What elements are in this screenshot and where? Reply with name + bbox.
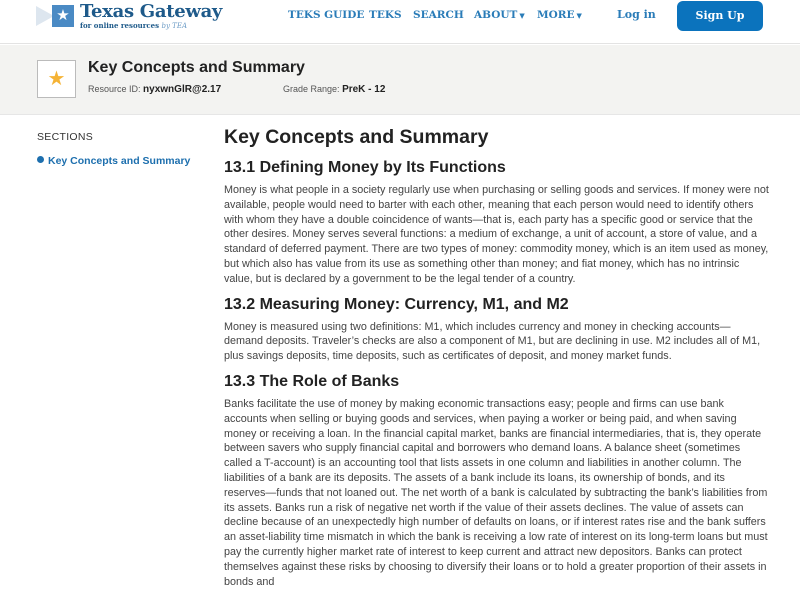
resource-id: Resource ID: nyxwnGlR@2.17	[88, 84, 222, 95]
nav-search[interactable]: SEARCH	[413, 9, 464, 21]
caret-down-icon: ▼	[519, 11, 525, 20]
section-text: Money is what people in a society regularly use when purchasing or selling goods and services. If money were not available, people would need to barter with each other, meaning that each person would need to identify others with whom they have a double coincidence of wants—that is, each party has a specific good or service that the other desires. Money serves several functions: a medium of exchange, a unit of account, a store of value, and a standard of deferred payment. There are two types of money: commodity money, which is an item used as money, but which also has value from its use as something other than money; and fiat money, which has no intrinsic value, but is declared by a government to be the legal tender of a country.	[224, 184, 769, 285]
section-heading: 13.2 Measuring Money: Currency, M1, and M2	[224, 295, 569, 313]
grade-range: Grade Range: PreK - 12	[283, 84, 386, 95]
sections-heading: SECTIONS	[37, 131, 94, 143]
resource-header	[0, 45, 800, 115]
section-heading: 13.1 Defining Money by Its Functions	[224, 159, 506, 176]
login-link[interactable]: Log in	[617, 8, 656, 21]
signup-button[interactable]: Sign Up	[677, 1, 763, 31]
star-icon: ★	[52, 5, 74, 27]
star-icon: ★	[37, 60, 76, 98]
site-header	[0, 0, 800, 44]
nav-teks[interactable]: TEKS	[369, 9, 402, 21]
nav-about[interactable]	[474, 9, 525, 21]
main-content	[224, 126, 769, 598]
logo-title: Texas Gateway	[80, 1, 223, 22]
nav-about-label: ABOUT	[474, 9, 518, 21]
page-title: Key Concepts and Summary	[224, 126, 489, 148]
logo-subtitle: for online resources by TEA	[80, 21, 187, 30]
section-heading: 13.3 The Role of Banks	[224, 372, 400, 390]
caret-down-icon: ▼	[576, 11, 582, 20]
resource-title: Key Concepts and Summary	[88, 59, 305, 76]
section-text: Money is measured using two definitions: M1, which includes currency and money in checking accounts—demand deposits. Traveler’s checks are also a component of M1, but are declining in use. M2 includes all of M1, plus savings deposits, time deposits, such as certificates of deposit, and money market funds.	[224, 320, 761, 363]
sidebar-item-label: Key Concepts and Summary	[48, 155, 191, 167]
bullet-icon	[37, 156, 44, 163]
nav-more-label: MORE	[537, 9, 575, 21]
nav-teks-guide[interactable]: TEKS GUIDE	[288, 9, 365, 21]
section-text: Banks facilitate the use of money by making economic transactions easy; people and firms can use bank accounts when selling or buying goods and services, when paying a worker or being paid, and when saving money or receiving a loan. In the financial capital market, banks are financial intermediaries, that is, they operate between savers who supply financial capital and borrowers who demand loans. A balance sheet (sometimes called a T-account) is an accounting tool that lists assets in one column and liabilities in another column. The liabilities of a bank are its deposits. The assets of a bank include its loans, its ownership of bonds, and its reserves—funds that not loaned out. The net worth of a bank is calculated by subtracting the bank’s liabilities from its assets. Banks run a risk of negative net worth if the value of their assets declines. The value of assets can decline because of an unexpectedly high number of defaults on loans, or if interest rates rise and the bank suffers an asset-liability time mismatch in which the bank is receiving a low rate of interest on its long-term loans but must pay the currently higher market rate of interest to keep current and attract new depositors. Banks can protect themselves against these risks by choosing to diversify their loans or to hold a greater proportion of their assets in bonds and	[224, 397, 768, 588]
nav-more[interactable]	[537, 9, 582, 21]
sidebar-item-key-concepts[interactable]	[37, 155, 190, 167]
